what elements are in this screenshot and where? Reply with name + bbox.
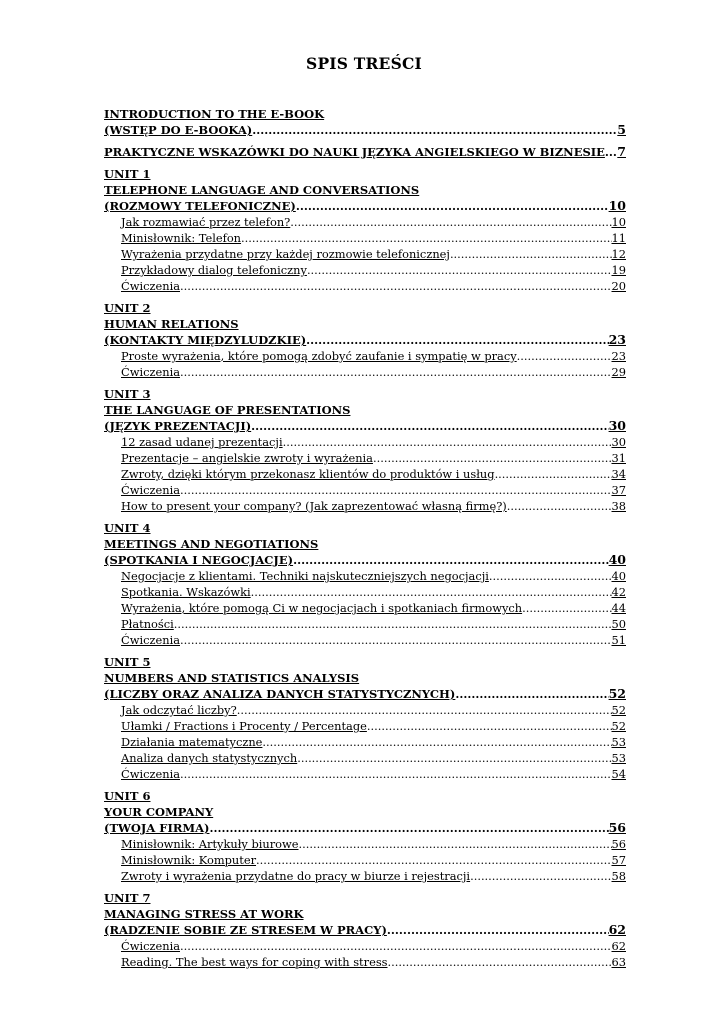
- toc-entry-text[interactable]: (RADZENIE SOBIE ZE STRESEM W PRACY): [104, 923, 387, 937]
- page-number[interactable]: 29: [611, 365, 626, 379]
- page-number[interactable]: 50: [611, 617, 626, 631]
- dot-leader: [180, 938, 612, 954]
- dot-leader: [495, 466, 612, 482]
- dot-leader: [299, 836, 612, 852]
- toc-entry-link[interactable]: [104, 868, 626, 884]
- toc-heading-link[interactable]: [104, 906, 626, 922]
- dot-leader: [307, 262, 612, 278]
- toc-entry-text[interactable]: INTRODUCTION TO THE E-BOOK: [104, 107, 325, 121]
- toc-entry-text[interactable]: Ćwiczenia: [121, 279, 180, 293]
- toc-entry-text[interactable]: Ćwiczenia: [121, 365, 180, 379]
- dot-leader: [470, 868, 611, 884]
- toc-entry-text[interactable]: Wyrażenia, które pomogą Ci w negocjacjach i spotkaniach firmowych: [121, 601, 523, 615]
- toc-entry-text[interactable]: Wyrażenia przydatne przy każdej rozmowie telefonicznej: [121, 247, 450, 261]
- toc-entry-text[interactable]: (TWOJA FIRMA): [104, 821, 210, 835]
- dot-leader: [180, 632, 612, 648]
- page-number[interactable]: 7: [617, 144, 626, 159]
- toc-heading-link[interactable]: [104, 300, 626, 316]
- toc-entry-text[interactable]: (SPOTKANIA I NEGOCJACJE): [104, 553, 294, 567]
- toc-heading-link[interactable]: [104, 316, 626, 332]
- toc-entry-text[interactable]: MANAGING STRESS AT WORK: [104, 907, 304, 921]
- page-number[interactable]: 23: [611, 349, 626, 363]
- toc-entry-link[interactable]: [104, 348, 626, 364]
- dot-leader: [262, 734, 611, 750]
- page-number[interactable]: 53: [611, 751, 626, 765]
- dot-leader: [306, 332, 608, 348]
- toc-entry-link[interactable]: [104, 498, 626, 514]
- toc-entry-link[interactable]: [104, 364, 626, 380]
- page-number[interactable]: 10: [608, 198, 626, 213]
- page-number[interactable]: 30: [608, 418, 626, 433]
- toc-heading-link[interactable]: [104, 166, 626, 182]
- toc-entry-link[interactable]: [104, 262, 626, 278]
- toc-entry-link[interactable]: [104, 600, 626, 616]
- page-number[interactable]: 62: [611, 939, 626, 953]
- dot-leader: [290, 214, 611, 230]
- page-number[interactable]: 40: [611, 569, 626, 583]
- page-number[interactable]: 19: [611, 263, 626, 277]
- toc-heading-link[interactable]: [104, 144, 626, 160]
- dot-leader: [522, 600, 611, 616]
- toc-entry-text[interactable]: UNIT 5: [104, 655, 151, 669]
- dot-leader: [252, 122, 617, 138]
- page-number[interactable]: 62: [608, 922, 626, 937]
- page-number[interactable]: 12: [611, 247, 626, 261]
- dot-leader: [455, 686, 608, 702]
- toc-entry-link[interactable]: [104, 278, 626, 294]
- toc-entry-text[interactable]: 12 zasad udanej prezentacji: [121, 435, 283, 449]
- toc-heading-link[interactable]: [104, 418, 626, 434]
- toc-entry-text[interactable]: UNIT 6: [104, 789, 151, 803]
- toc-entry-text[interactable]: Jak rozmawiać przez telefon?: [121, 215, 291, 229]
- toc-heading-link[interactable]: [104, 788, 626, 804]
- toc-entry-link[interactable]: [104, 632, 626, 648]
- toc-entry-link[interactable]: [104, 938, 626, 954]
- toc-entry-link[interactable]: [104, 584, 626, 600]
- dot-leader: [180, 482, 612, 498]
- dot-leader: [387, 922, 609, 938]
- dot-leader: [367, 718, 612, 734]
- toc-heading-link[interactable]: [104, 332, 626, 348]
- toc-entry-link[interactable]: [104, 434, 626, 450]
- toc-entry-text[interactable]: Ćwiczenia: [121, 633, 180, 647]
- toc-heading-link[interactable]: [104, 402, 626, 418]
- page-number[interactable]: 5: [617, 122, 626, 137]
- toc-entry-text[interactable]: Jak odczytać liczby?: [121, 703, 237, 717]
- dot-leader: [450, 246, 612, 262]
- toc-heading-link[interactable]: [104, 890, 626, 906]
- dot-leader: [388, 954, 612, 970]
- toc-entry-link[interactable]: [104, 246, 626, 262]
- toc-heading-link[interactable]: [104, 922, 626, 938]
- page-title: SPIS TREŚCI: [306, 54, 422, 73]
- toc-heading-link[interactable]: [104, 536, 626, 552]
- dot-leader: [241, 230, 611, 246]
- page-number[interactable]: 52: [611, 703, 626, 717]
- toc-entry-link[interactable]: [104, 702, 626, 718]
- page-number[interactable]: 10: [611, 215, 626, 229]
- toc-entry-text[interactable]: Ćwiczenia: [121, 483, 180, 497]
- table-of-contents: [104, 106, 626, 970]
- page-number[interactable]: 51: [611, 633, 626, 647]
- toc-entry-text[interactable]: (LICZBY ORAZ ANALIZA DANYCH STATYSTYCZNYCH): [104, 687, 456, 701]
- dot-leader: [237, 702, 612, 718]
- page-number[interactable]: 23: [608, 332, 626, 347]
- toc-heading-link[interactable]: [104, 386, 626, 402]
- page-number[interactable]: 20: [611, 279, 626, 293]
- toc-entry-link[interactable]: [104, 954, 626, 970]
- toc-entry-text[interactable]: (KONTAKTY MIĘDZYLUDZKIE): [104, 333, 307, 347]
- toc-entry-text[interactable]: Ułamki / Fractions i Procenty / Percentage: [121, 719, 367, 733]
- toc-entry-text[interactable]: (JĘZYK PREZENTACJI): [104, 419, 252, 433]
- dot-leader: [489, 568, 612, 584]
- dot-leader: [180, 278, 612, 294]
- toc-entry-text[interactable]: UNIT 4: [104, 521, 151, 535]
- dot-leader: [174, 616, 612, 632]
- toc-entry-text[interactable]: Minisłownik: Telefon: [121, 231, 242, 245]
- toc-entry-text[interactable]: Spotkania. Wskazówki: [121, 585, 251, 599]
- toc-entry-link[interactable]: [104, 450, 626, 466]
- toc-entry-link[interactable]: [104, 616, 626, 632]
- page-number[interactable]: 58: [611, 869, 626, 883]
- page-number[interactable]: 53: [611, 735, 626, 749]
- toc-heading-link[interactable]: [104, 654, 626, 670]
- page-number[interactable]: 34: [611, 467, 626, 481]
- toc-entry-text[interactable]: (WSTĘP DO E-BOOKA): [104, 123, 253, 137]
- toc-entry-text[interactable]: Prezentacje – angielskie zwroty i wyrażenia: [121, 451, 373, 465]
- toc-entry-text[interactable]: HUMAN RELATIONS: [104, 317, 239, 331]
- toc-heading-link[interactable]: [104, 552, 626, 568]
- toc-entry-text[interactable]: Reading. The best ways for coping with stress: [121, 955, 388, 969]
- toc-entry-text[interactable]: Minisłownik: Komputer: [121, 853, 257, 867]
- dot-leader: [507, 498, 612, 514]
- toc-entry-text[interactable]: Zwroty, dzięki którym przekonasz klientów do produktów i usług: [121, 467, 495, 481]
- toc-heading-link[interactable]: [104, 686, 626, 702]
- toc-entry-text[interactable]: UNIT 3: [104, 387, 151, 401]
- dot-leader: [605, 144, 617, 160]
- toc-entry-link[interactable]: [104, 214, 626, 230]
- dot-leader: [251, 418, 608, 434]
- toc-entry-link[interactable]: [104, 482, 626, 498]
- toc-entry-text[interactable]: (ROZMOWY TELEFONICZNE): [104, 199, 296, 213]
- toc-entry-link[interactable]: [104, 852, 626, 868]
- toc-heading-link[interactable]: [104, 820, 626, 836]
- dot-leader: [251, 584, 612, 600]
- toc-entry-link[interactable]: [104, 766, 626, 782]
- dot-leader: [293, 552, 609, 568]
- page-number[interactable]: 31: [611, 451, 626, 465]
- toc-entry-text[interactable]: Ćwiczenia: [121, 767, 180, 781]
- toc-entry-text[interactable]: UNIT 1: [104, 167, 151, 181]
- dot-leader: [296, 198, 609, 214]
- toc-entry-link[interactable]: [104, 718, 626, 734]
- dot-leader: [180, 766, 612, 782]
- toc-heading-link[interactable]: [104, 198, 626, 214]
- dot-leader: [373, 450, 612, 466]
- toc-entry-text[interactable]: THE LANGUAGE OF PRESENTATIONS: [104, 403, 351, 417]
- page-number[interactable]: 44: [611, 601, 626, 615]
- page-number[interactable]: 56: [608, 820, 626, 835]
- dot-leader: [256, 852, 611, 868]
- toc-entry-text[interactable]: UNIT 2: [104, 301, 151, 315]
- toc-entry-text[interactable]: Przykładowy dialog telefoniczny: [121, 263, 307, 277]
- toc-entry-text[interactable]: Minisłownik: Artykuły biurowe: [121, 837, 299, 851]
- toc-entry-text[interactable]: MEETINGS AND NEGOTIATIONS: [104, 537, 319, 551]
- page-number[interactable]: 63: [611, 955, 626, 969]
- page-number[interactable]: 42: [611, 585, 626, 599]
- dot-leader: [297, 750, 611, 766]
- page-number[interactable]: 56: [611, 837, 626, 851]
- dot-leader: [283, 434, 612, 450]
- page-number[interactable]: 37: [611, 483, 626, 497]
- dot-leader: [210, 820, 609, 836]
- toc-entry-link[interactable]: [104, 836, 626, 852]
- toc-entry-text[interactable]: Negocjacje z klientami. Techniki najskuteczniejszych negocjacji: [121, 569, 489, 583]
- toc-entry-text[interactable]: Ćwiczenia: [121, 939, 180, 953]
- toc-heading-link[interactable]: [104, 122, 626, 138]
- toc-entry-link[interactable]: [104, 230, 626, 246]
- toc-entry-text[interactable]: TELEPHONE LANGUAGE AND CONVERSATIONS: [104, 183, 420, 197]
- page-number[interactable]: 57: [611, 853, 626, 867]
- toc-entry-text[interactable]: PRAKTYCZNE WSKAZÓWKI DO NAUKI JĘZYKA ANGIELSKIEGO W BIZNESIE: [104, 145, 605, 159]
- toc-entry-text[interactable]: Analiza danych statystycznych: [121, 751, 298, 765]
- toc-entry-link[interactable]: [104, 750, 626, 766]
- toc-heading-link[interactable]: [104, 106, 626, 122]
- page-number[interactable]: 52: [611, 719, 626, 733]
- page-number[interactable]: 52: [608, 686, 626, 701]
- toc-entry-text[interactable]: Proste wyrażenia, które pomogą zdobyć zaufanie i sympatię w pracy: [121, 349, 517, 363]
- toc-entry-text[interactable]: How to present your company? (Jak zaprezentować własną firmę?): [121, 499, 507, 513]
- page-number[interactable]: 30: [611, 435, 626, 449]
- toc-entry-link[interactable]: [104, 568, 626, 584]
- page-number[interactable]: 54: [611, 767, 626, 781]
- toc-heading-link[interactable]: [104, 182, 626, 198]
- toc-entry-text[interactable]: Działania matematyczne: [121, 735, 263, 749]
- dot-leader: [180, 364, 612, 380]
- toc-heading-link[interactable]: [104, 520, 626, 536]
- toc-entry-text[interactable]: Zwroty i wyrażenia przydatne do pracy w biurze i rejestracji: [121, 869, 471, 883]
- toc-entry-link[interactable]: [104, 734, 626, 750]
- toc-heading-link[interactable]: [104, 804, 626, 820]
- toc-entry-text[interactable]: Płatności: [121, 617, 174, 631]
- toc-entry-text[interactable]: NUMBERS AND STATISTICS ANALYSIS: [104, 671, 360, 685]
- page-number[interactable]: 38: [611, 499, 626, 513]
- toc-entry-text[interactable]: UNIT 7: [104, 891, 151, 905]
- dot-leader: [517, 348, 612, 364]
- page-number[interactable]: 40: [608, 552, 626, 567]
- toc-entry-text[interactable]: YOUR COMPANY: [104, 805, 214, 819]
- page-number[interactable]: 11: [611, 231, 626, 245]
- toc-heading-link[interactable]: [104, 670, 626, 686]
- toc-entry-link[interactable]: [104, 466, 626, 482]
